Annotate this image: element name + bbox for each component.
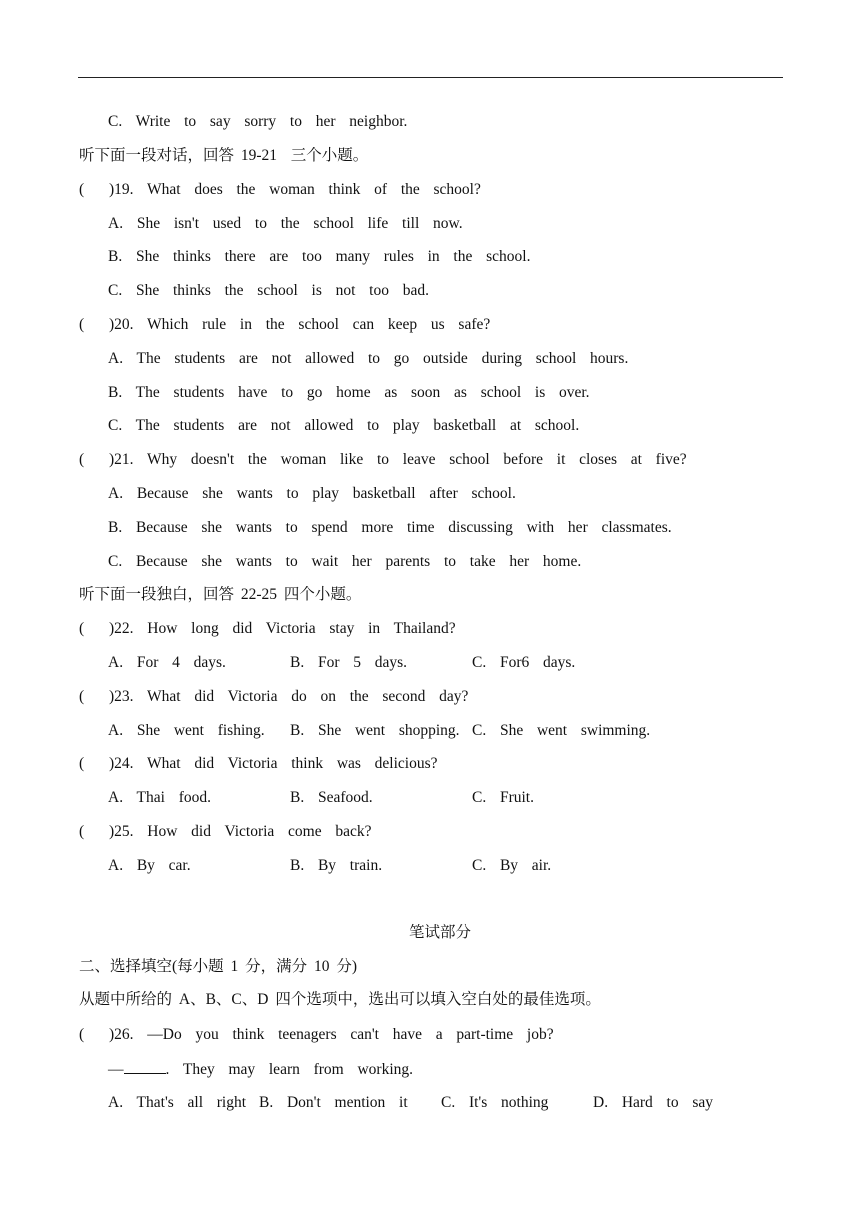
option-21a: A. Because she wants to play basketball after school. bbox=[108, 485, 516, 502]
option-25b: B. By train. bbox=[290, 857, 383, 874]
option-23b: B. She went shopping. bbox=[290, 722, 460, 739]
question-23-text: )23. What did Victoria do on the second day? bbox=[109, 688, 469, 705]
question-21-text: )21. Why doesn't the woman like to leave school before it closes at five? bbox=[109, 451, 687, 468]
option-20a: A. The students are not allowed to go outside during school hours. bbox=[108, 350, 629, 367]
question-26 bbox=[79, 1025, 554, 1045]
option-20b: B. The students have to go home as soon as school is over. bbox=[108, 384, 590, 401]
option-25a: A. By car. bbox=[108, 857, 191, 874]
option-26b: B. Don't mention it bbox=[259, 1094, 408, 1111]
option-24c: C. Fruit. bbox=[472, 789, 534, 806]
question-22 bbox=[79, 619, 456, 639]
option-21c: C. Because she wants to wait her parents to take her home. bbox=[108, 553, 582, 570]
answer-paren[interactable]: ( bbox=[79, 620, 85, 637]
question-20 bbox=[79, 315, 490, 335]
answer-paren[interactable]: ( bbox=[79, 1026, 85, 1043]
option-26c: C. It's nothing bbox=[441, 1094, 549, 1111]
dash: — bbox=[108, 1061, 124, 1078]
answer-blank[interactable] bbox=[124, 1059, 166, 1074]
option-25c: C. By air. bbox=[472, 857, 552, 874]
header-rule bbox=[78, 77, 783, 78]
answer-paren[interactable]: ( bbox=[79, 181, 85, 198]
option-19a: A. She isn't used to the school life till now. bbox=[108, 215, 463, 232]
question-24 bbox=[79, 754, 438, 774]
answer-paren[interactable]: ( bbox=[79, 823, 85, 840]
option-23a: A. She went fishing. bbox=[108, 722, 265, 739]
question-19-text: )19. What does the woman think of the school? bbox=[109, 181, 481, 198]
option-21b: B. Because she wants to spend more time discussing with her classmates. bbox=[108, 519, 672, 536]
dialogue-instruction-19-21: 听下面一段对话，回答 19-21 三个小题。 bbox=[79, 147, 369, 164]
part-two-heading: 二、选择填空(每小题 1 分，满分 10 分) bbox=[79, 958, 358, 975]
question-19 bbox=[79, 180, 481, 200]
question-25-text: )25. How did Victoria come back? bbox=[109, 823, 372, 840]
answer-paren[interactable]: ( bbox=[79, 755, 85, 772]
answer-paren[interactable]: ( bbox=[79, 316, 85, 333]
option-18c: C. Write to say sorry to her neighbor. bbox=[108, 113, 408, 130]
option-24b: B. Seafood. bbox=[290, 789, 373, 806]
option-22c: C. For6 days. bbox=[472, 654, 576, 671]
option-26d: D. Hard to say bbox=[593, 1094, 714, 1111]
question-26-text: )26. —Do you think teenagers can't have a part-time job? bbox=[109, 1026, 554, 1043]
section-title: 笔试部分 bbox=[408, 924, 471, 941]
option-22a: A. For 4 days. bbox=[108, 654, 226, 671]
answer-paren[interactable]: ( bbox=[79, 451, 85, 468]
question-21 bbox=[79, 450, 687, 470]
question-20-text: )20. Which rule in the school can keep us safe? bbox=[109, 316, 491, 333]
option-22b: B. For 5 days. bbox=[290, 654, 408, 671]
part-two-instruction: 从题中所给的 A、B、C、D 四个选项中，选出可以填入空白处的最佳选项。 bbox=[79, 991, 601, 1008]
option-24a: A. Thai food. bbox=[108, 789, 211, 806]
response-text: . They may learn from working. bbox=[165, 1061, 414, 1078]
answer-paren[interactable]: ( bbox=[79, 688, 85, 705]
question-26-response bbox=[108, 1059, 413, 1080]
option-23c: C. She went swimming. bbox=[472, 722, 651, 739]
question-24-text: )24. What did Victoria think was delicious? bbox=[109, 755, 438, 772]
option-19b: B. She thinks there are too many rules in the school. bbox=[108, 248, 531, 265]
question-25 bbox=[79, 822, 372, 842]
monologue-instruction-22-25: 听下面一段独白，回答 22-25 四个小题。 bbox=[79, 586, 362, 603]
question-23 bbox=[79, 687, 468, 707]
question-22-text: )22. How long did Victoria stay in Thailand? bbox=[109, 620, 456, 637]
option-20c: C. The students are not allowed to play basketball at school. bbox=[108, 417, 580, 434]
option-26a: A. That's all right bbox=[108, 1094, 247, 1111]
option-19c: C. She thinks the school is not too bad. bbox=[108, 282, 429, 299]
